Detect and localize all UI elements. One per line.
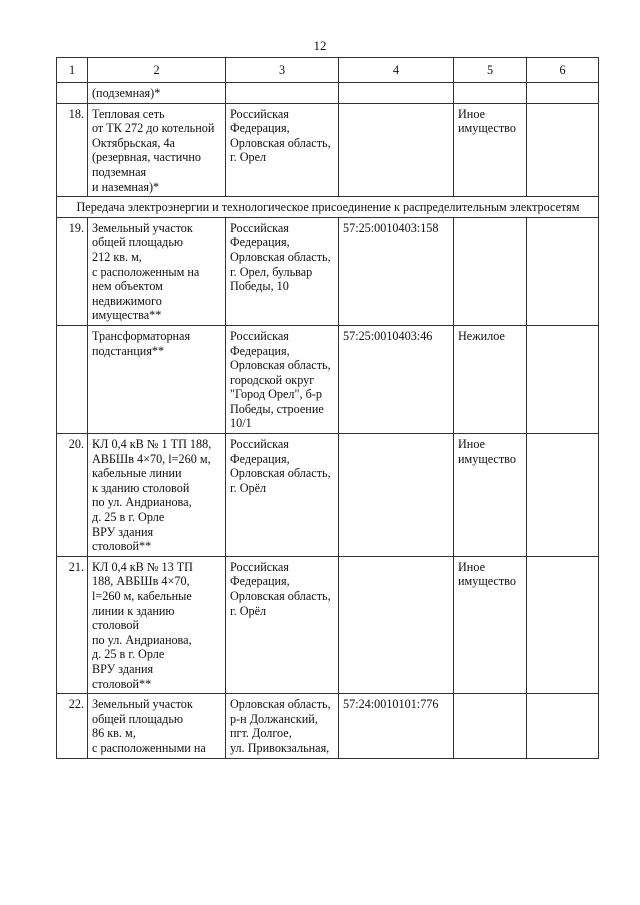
cell-text-line: пгт. Долгое, xyxy=(230,726,292,741)
object-name-cell xyxy=(88,556,226,693)
cell-text-line: имущество xyxy=(458,451,516,466)
cell-text-line: l=260 м, кабельные xyxy=(92,589,192,603)
table-body xyxy=(57,83,599,759)
cell-text-line: (подземная)* xyxy=(92,86,161,100)
cell-text-line: 86 кв. м, xyxy=(92,726,136,741)
cell-text-line: КЛ 0,4 кВ № 1 ТП 188, xyxy=(92,437,212,452)
cell-text-line: Российская xyxy=(230,328,289,343)
cell-text-line: Орловская область, xyxy=(230,135,331,150)
cell-text-line: д. 25 в г. Орле xyxy=(92,510,165,525)
cell-text-line: кабельные линии xyxy=(92,466,182,481)
cell-text-line: и наземная)* xyxy=(92,179,160,194)
cell-text-line: имущества** xyxy=(92,308,162,323)
cell-text-line: Российская xyxy=(230,220,289,235)
address-cell xyxy=(226,694,339,758)
cell-text-line: Орловская область, xyxy=(230,697,331,712)
cell-text-line: по ул. Андрианова, xyxy=(92,495,192,510)
object-name-cell xyxy=(88,694,226,758)
address-cell xyxy=(226,83,339,104)
cell-text-line: Орловская область, xyxy=(230,589,331,603)
row-number-cell xyxy=(57,325,88,433)
cell-text-line: нем объектом xyxy=(92,279,163,294)
cadastral-number-cell: 57:24:0010101:776 xyxy=(339,694,454,758)
notes-cell xyxy=(527,556,599,693)
cell-text-line: г. Орел xyxy=(230,150,267,165)
cell-text-line: д. 25 в г. Орле xyxy=(92,647,165,662)
address-cell xyxy=(226,217,339,325)
cell-text-line: Орловская область, xyxy=(230,358,331,373)
object-name-cell xyxy=(88,103,226,197)
cell-text-line: имущество xyxy=(458,574,516,589)
cell-text-line: Федерация, xyxy=(230,574,290,589)
cell-text-line: г. Орёл xyxy=(230,480,267,495)
address-cell xyxy=(226,103,339,197)
cell-text-line: Орловская область, xyxy=(230,249,331,264)
property-type-cell xyxy=(454,103,527,197)
cell-text-line: "Город Орел", б-р xyxy=(230,387,322,402)
cell-text-line: Федерация, xyxy=(230,451,290,466)
cell-text-line: Федерация, xyxy=(230,235,290,250)
property-type-cell xyxy=(454,217,527,325)
cell-text-line: Октябрьская, 4а xyxy=(92,135,175,150)
notes-cell xyxy=(527,325,599,433)
column-header: 6 xyxy=(527,58,599,83)
table-row xyxy=(57,556,599,693)
row-number-cell: 19. xyxy=(57,217,88,325)
cell-text-line: Нежилое xyxy=(458,328,505,343)
cell-text-line: имущество xyxy=(458,121,516,136)
address-cell xyxy=(226,556,339,693)
cell-text-line: Трансформаторная xyxy=(92,328,191,343)
cell-text-line: Тепловая сеть xyxy=(92,106,165,121)
cell-text-line: 10/1 xyxy=(230,416,252,431)
cell-text-line: Российская xyxy=(230,559,289,574)
cell-text-line: (резервная, частично xyxy=(92,150,201,165)
cell-text-line: с расположенными на xyxy=(92,740,206,755)
object-name-cell xyxy=(88,325,226,433)
notes-cell xyxy=(527,217,599,325)
cell-text-line: городской округ xyxy=(230,372,315,387)
property-type-cell xyxy=(454,83,527,104)
cell-text-line: по ул. Андрианова, xyxy=(92,632,192,647)
address-cell xyxy=(226,325,339,433)
cadastral-number-cell: 57:25:0010403:46 xyxy=(339,325,454,433)
cell-text-line: от ТК 272 до котельной xyxy=(92,121,215,136)
property-type-cell xyxy=(454,325,527,433)
column-header: 2 xyxy=(88,58,226,83)
row-number-cell xyxy=(57,83,88,104)
table-row xyxy=(57,325,599,433)
property-type-cell xyxy=(454,694,527,758)
property-type-cell xyxy=(454,556,527,693)
cell-text-line: столовой** xyxy=(92,676,152,691)
column-header: 1 xyxy=(57,58,88,83)
column-header: 5 xyxy=(454,58,527,83)
cell-text-line: ВРУ здания xyxy=(92,661,154,676)
cell-text-line: недвижимого xyxy=(92,293,162,308)
cell-text-line: г. Орел, бульвар xyxy=(230,264,313,279)
cadastral-number-cell: 57:25:0010403:158 xyxy=(339,217,454,325)
notes-cell xyxy=(527,434,599,557)
object-name-cell xyxy=(88,83,226,104)
table-row xyxy=(57,83,599,104)
cell-text-line: Федерация, xyxy=(230,121,290,136)
notes-cell xyxy=(527,103,599,197)
address-cell xyxy=(226,434,339,557)
row-number-cell: 21. xyxy=(57,556,88,693)
column-header: 3 xyxy=(226,58,339,83)
cell-text-line: столовой xyxy=(92,618,139,633)
property-table xyxy=(56,57,599,759)
object-name-cell xyxy=(88,434,226,557)
cadastral-number-cell xyxy=(339,83,454,104)
cell-text-line: Орловская область, xyxy=(230,466,331,481)
cell-text-line: общей площадью xyxy=(92,711,184,726)
cell-text-line: 188, АВБШв 4×70, xyxy=(92,574,190,589)
row-number-cell: 20. xyxy=(57,434,88,557)
cell-text-line: Земельный участок xyxy=(92,220,193,235)
cell-text-line: ВРУ здания xyxy=(92,524,154,539)
page-number: 12 xyxy=(313,38,327,53)
cell-text-line: Победы, 10 xyxy=(230,279,289,294)
cadastral-number-cell xyxy=(339,434,454,557)
cell-text-line: АВБШв 4×70, l=260 м, xyxy=(92,451,211,466)
cell-text-line: Победы, строение xyxy=(230,401,324,416)
column-header: 4 xyxy=(339,58,454,83)
object-name-cell xyxy=(88,217,226,325)
section-row xyxy=(57,197,599,218)
cell-text-line: подземная xyxy=(92,164,147,179)
notes-cell xyxy=(527,694,599,758)
cell-text-line: г. Орёл xyxy=(230,603,267,618)
row-number-cell: 18. xyxy=(57,103,88,197)
cell-text-line: столовой** xyxy=(92,539,152,554)
cell-text-line: к зданию столовой xyxy=(92,480,190,495)
table-row xyxy=(57,434,599,557)
cell-text-line: подстанция** xyxy=(92,343,165,358)
cell-text-line: Федерация, xyxy=(230,343,290,358)
table-row xyxy=(57,217,599,325)
cell-text-line: линии к зданию xyxy=(92,603,175,618)
cell-text-line: р-н Должанский, xyxy=(230,711,318,726)
cell-text-line: Российская xyxy=(230,106,289,121)
table-row xyxy=(57,694,599,758)
cell-text-line: Иное xyxy=(458,437,485,452)
cell-text-line: Иное xyxy=(458,559,485,574)
cadastral-number-cell xyxy=(339,556,454,693)
cadastral-number-cell xyxy=(339,103,454,197)
cell-text-line: с расположенным на xyxy=(92,264,200,279)
cell-text-line: ул. Привокзальная, xyxy=(230,740,330,755)
row-number-cell: 22. xyxy=(57,694,88,758)
cell-text-line: общей площадью xyxy=(92,235,184,250)
section-title: Передача электроэнергии и технологическое присоединение к распределительным электросетям xyxy=(57,197,599,218)
cell-text-line: КЛ 0,4 кВ № 13 ТП xyxy=(92,559,193,574)
property-type-cell xyxy=(454,434,527,557)
cell-text-line: Земельный участок xyxy=(92,697,193,712)
cell-text-line: Российская xyxy=(230,437,289,452)
cell-text-line: Иное xyxy=(458,106,485,121)
table-row xyxy=(57,103,599,197)
cell-text-line: 212 кв. м, xyxy=(92,249,142,264)
header-row xyxy=(57,58,599,83)
notes-cell xyxy=(527,83,599,104)
